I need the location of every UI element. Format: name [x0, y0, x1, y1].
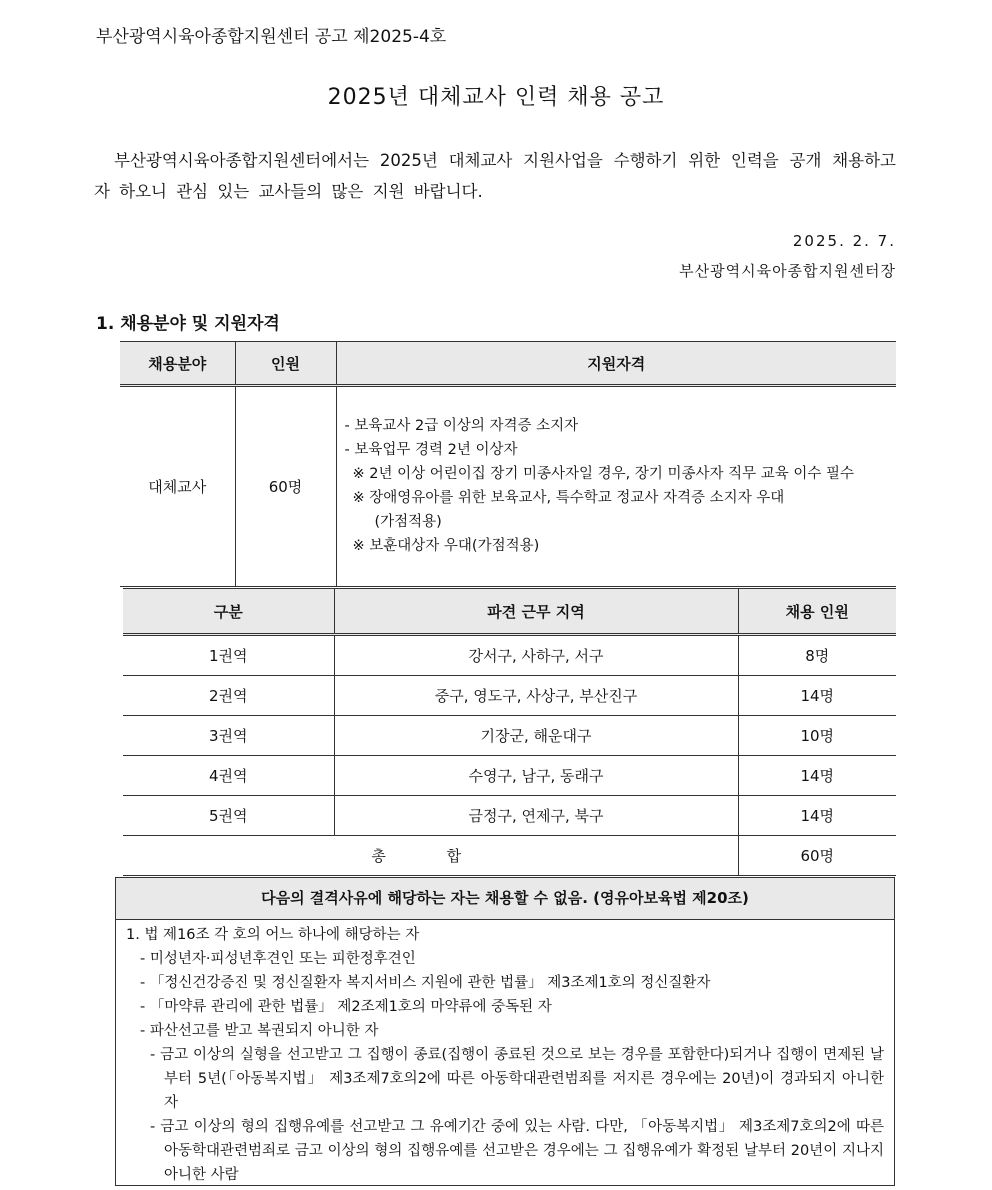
disqualification-heading: 다음의 결격사유에 해당하는 자는 채용할 수 없음. (영유아보육법 제20조): [116, 878, 894, 920]
table-row: [123, 716, 896, 756]
count-cell: 60명: [235, 386, 336, 587]
count-cell: 14명: [738, 796, 896, 836]
organization-name: 부산광역시육아종합지원센터장: [679, 262, 896, 280]
qualification-note: ※ 보훈대상자 우대(가점적용): [352, 537, 540, 554]
qualification-item: - 보육교사 2급 이상의 자격증 소지자: [344, 417, 579, 434]
total-count: 60명: [738, 836, 896, 876]
qualifications-cell: [336, 386, 896, 587]
section-title: 1. 채용분야 및 지원자격: [96, 314, 280, 334]
areas-cell: 중구, 영도구, 사상구, 부산진구: [334, 676, 738, 716]
notice-date: 2025. 2. 7.: [792, 232, 896, 250]
table-header: 인원: [235, 342, 336, 386]
list-item: - 미성년자·피성년후견인 또는 피한정후견인: [140, 951, 416, 967]
table-header: 채용분야: [120, 342, 235, 386]
count-cell: 8명: [738, 635, 896, 676]
recruitment-field-table: [120, 341, 896, 587]
list-item: - 금고 이상의 실형을 선고받고 그 집행이 종료(집행이 종료된 것으로 보는 경우를 포함한다)되거나 집행이 면제된 날부터 5년(「아동복지법」 제3조제7호의2에 따른 아동학대관련범죄를 저지른 경우에는 20년)이 경과되지 아니한 자: [150, 1047, 884, 1111]
table-row: [123, 676, 896, 716]
zone-cell: 5권역: [123, 796, 334, 836]
table-header: 채용 인원: [738, 589, 896, 635]
count-cell: 10명: [738, 716, 896, 756]
qualification-note: ※ 장애영유아를 위한 보육교사, 특수학교 정교사 자격증 소지자 우대: [352, 489, 785, 506]
table-header: 지원자격: [336, 342, 896, 386]
table-row: [120, 386, 896, 587]
total-label: 총 합: [123, 836, 738, 876]
notice-reference: 부산광역시육아종합지원센터 공고 제2025-4호: [96, 27, 447, 47]
disqualification-box: [115, 877, 895, 1186]
zone-cell: 4권역: [123, 756, 334, 796]
field-cell: 대체교사: [120, 386, 235, 587]
list-item: - 금고 이상의 형의 집행유예를 선고받고 그 유예기간 중에 있는 사람. 다만, 「아동복지법」 제3조제7호의2에 따른 아동학대관련범죄로 금고 이상의 형의 집행유예를 선고받은 경우에는 그 집행유예가 확정된 날부터 20년이 지나지 아니한 사람: [150, 1119, 884, 1183]
qualification-item: - 보육업무 경력 2년 이상자: [344, 441, 518, 458]
qualification-note: (가점적용): [374, 513, 442, 530]
table-row: [123, 635, 896, 676]
zone-cell: 2권역: [123, 676, 334, 716]
zone-cell: 3권역: [123, 716, 334, 756]
list-item: - 파산선고를 받고 복권되지 아니한 자: [140, 1023, 379, 1039]
table-row: [123, 796, 896, 836]
areas-cell: 강서구, 사하구, 서구: [334, 635, 738, 676]
areas-cell: 수영구, 남구, 동래구: [334, 756, 738, 796]
list-item: - 「마약류 관리에 관한 법률」 제2조제1호의 마약류에 중독된 자: [140, 999, 552, 1015]
areas-cell: 기장군, 해운대구: [334, 716, 738, 756]
regions-table: [123, 588, 896, 876]
table-header: 파견 근무 지역: [334, 589, 738, 635]
total-row: [123, 836, 896, 876]
table-row: [123, 756, 896, 796]
count-cell: 14명: [738, 676, 896, 716]
page-title: 2025년 대체교사 인력 채용 공고: [327, 85, 665, 110]
areas-cell: 금정구, 연제구, 북구: [334, 796, 738, 836]
list-item: - 「정신건강증진 및 정신질환자 복지서비스 지원에 관한 법률」 제3조제1호의 정신질환자: [140, 975, 711, 991]
zone-cell: 1권역: [123, 635, 334, 676]
table-header: 구분: [123, 589, 334, 635]
disqualification-intro: 1. 법 제16조 각 호의 어느 하나에 해당하는 자: [126, 927, 420, 943]
qualification-note: ※ 2년 이상 어린이집 장기 미종사자일 경우, 장기 미종사자 직무 교육 이수 필수: [352, 465, 855, 482]
intro-paragraph: 부산광역시육아종합지원센터에서는 2025년 대체교사 지원사업을 수행하기 위한 인력을 공개 채용하고자 하오니 관심 있는 교사들의 많은 지원 바랍니다.: [94, 151, 896, 201]
count-cell: 14명: [738, 756, 896, 796]
